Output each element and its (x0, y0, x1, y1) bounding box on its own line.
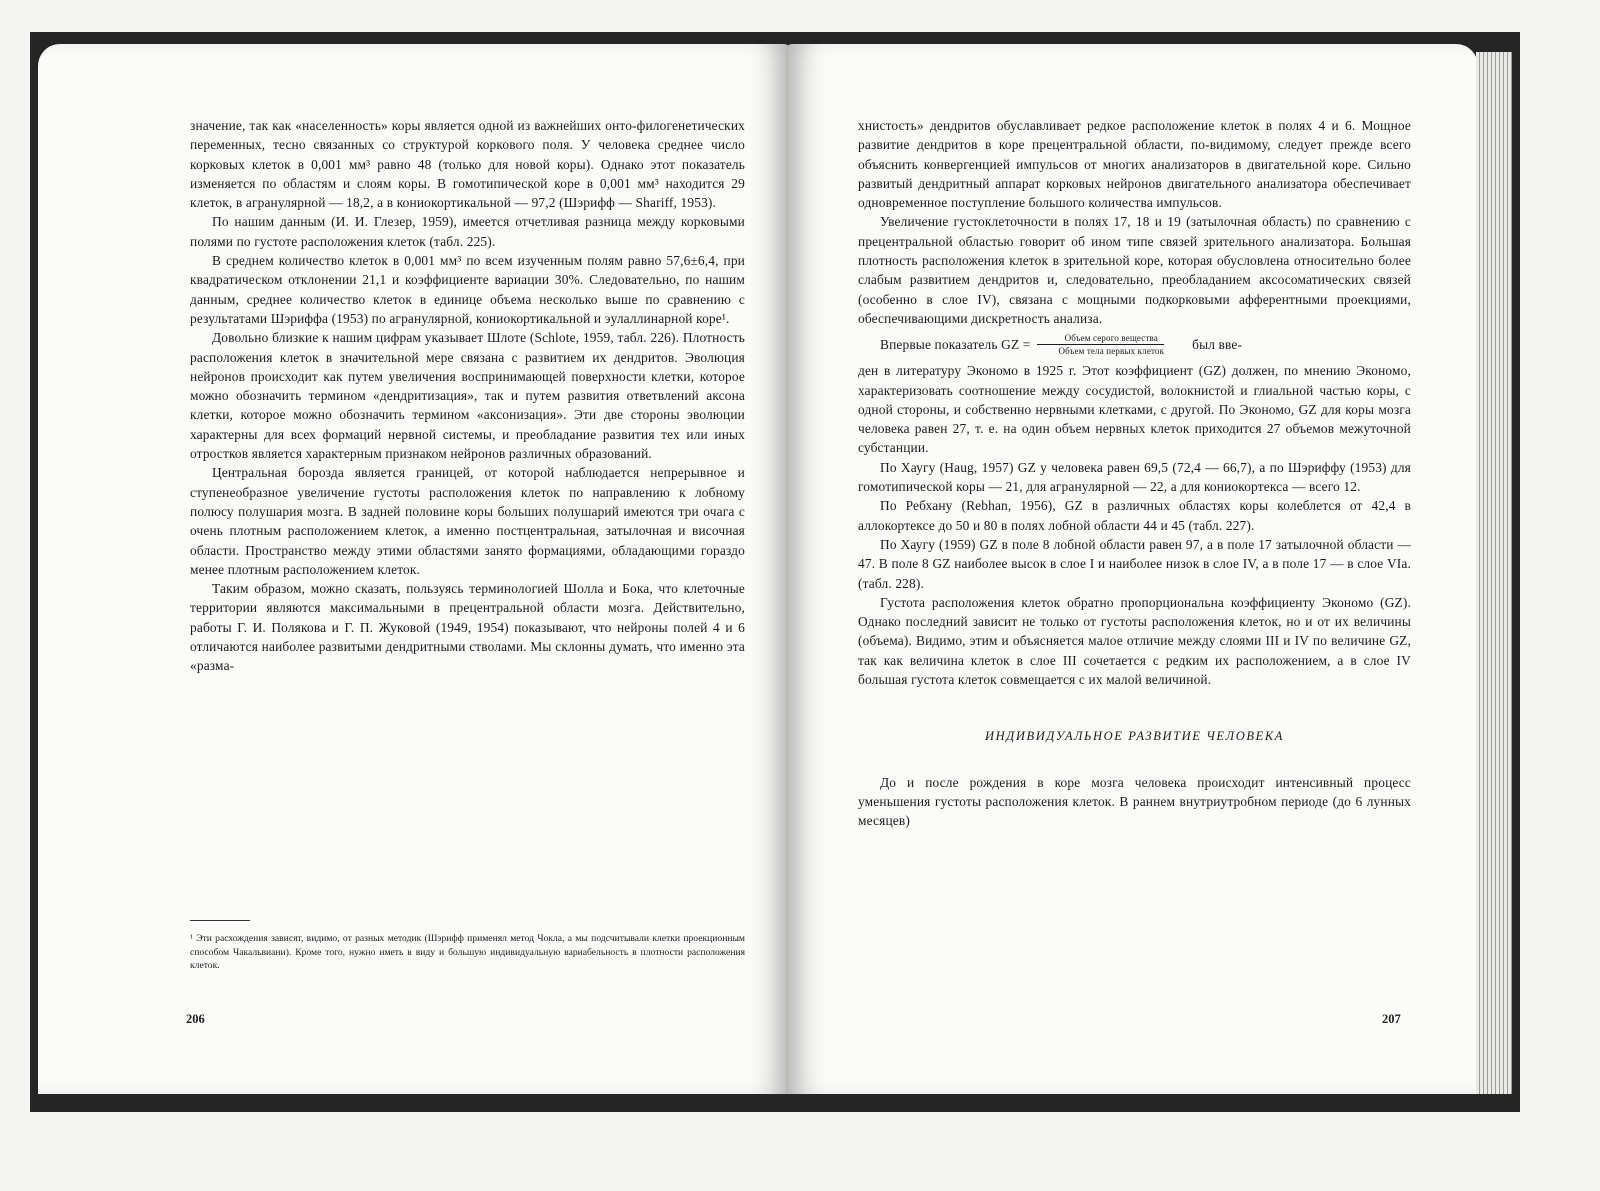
paragraph: До и после рождения в коре мозга человека происходит интенсивный процесс уменьшения густоты расположения клеток. В раннем внутриутробном периоде (до 6 лунных месяцев) (858, 774, 1411, 829)
formula-denominator: Объем тела первых клеток (1058, 346, 1165, 357)
footnote-divider (190, 920, 250, 921)
formula-lead: Впервые показатель GZ = (880, 337, 1031, 353)
page-edges (1476, 52, 1512, 1094)
paragraph: Увеличение густоклеточности в полях 17, 18 и 19 (затылочная область) по сравнению с прецентральной областью говорит об ином типе связей зрительного анализатора. Большая плотность расположения клеток в зрительной коре, которая обусловлена относительно более слабым развитием дендритов и, следовательно, преобладанием аксосоматических связей (особенно в слое IV), связана с мощными подкорковыми афферентными проекциями, обеспечивающими дискретность анализа. (858, 214, 1411, 326)
left-page (38, 44, 790, 1094)
paragraph: хнистость» дендритов обуславливает редкое расположение клеток в полях 4 и 6. Мощное развитие дендритов в коре прецентральной области, по-видимому, следует прежде всего объяснить конвергенцией импульсов от многих анализаторов в двигательной коре. Сильно развитый дендритный аппарат корковых нейронов двигательного анализатора обеспечивает одновременное поступление большого количества импульсов. (858, 118, 1411, 211)
paragraph: Центральная борозда является границей, от которой наблюдается непрерывное и ступенеобразное увеличение густоты расположения клеток по направлению к лобному полюсу полушария мозга. В задней половине коры больших полушарий имеются три очага с очень плотным расположением клеток, а именно постцентральная, затылочная и височная области. Пространство между этими областями занято формациями, обладающими гораздо менее плотным расположением клеток. (190, 465, 745, 577)
page-number-left: 206 (186, 1012, 205, 1026)
paragraph: В среднем количество клеток в 0,001 мм³ по всем изученным полям равно 57,6±6,4, при квадратическом отклонении 21,1 и коэффициенте вариации 30%. Следовательно, по нашим данным, среднее количество клеток в единице объема несколько выше по сравнению с результатами Шэриффа (1953) по агранулярной, кониокортикальной и эулаллинарной коре¹. (190, 253, 745, 326)
gz-formula (858, 332, 1411, 357)
formula-fraction (1036, 332, 1164, 357)
footnote: ¹ Эти расхождения зависят, видимо, от разных методик (Шэрифф применял метод Чокла, а мы подсчитывали клетки проекционным способом Чакальвиани). Кроме того, нужно иметь в виду и большую индивидуальную вариабельность в плотности расположения клеток. (190, 933, 745, 971)
paragraph: По Хаугу (1959) GZ в поле 8 лобной области равен 97, а в поле 17 затылочной области — 47. В поле 8 GZ наиболее высок в слое I и наиболее низок в слое IV, а в поле 17 — в слое VIa. (табл. 228). (858, 536, 1411, 591)
right-text-column (858, 116, 1411, 831)
page-number-right: 207 (1382, 1012, 1401, 1026)
section-heading: ИНДИВИДУАЛЬНОЕ РАЗВИТИЕ ЧЕЛОВЕКА (985, 729, 1284, 744)
paragraph: По нашим данным (И. И. Глезер, 1959), имеется отчетливая разница между корковыми полями по густоте расположения клеток (табл. 225). (190, 214, 745, 249)
paragraph: Густота расположения клеток обратно пропорциональна коэффициенту Экономо (GZ). Однако последний зависит не только от густоты расположения клеток, но и от их величины (объема). Видимо, этим и объясняется малое отличие между слоями III и IV по величине GZ, так как величина клеток в слое III сочетается с редким их расположением, а в слое IV большая густота клеток совмещается с их малой величиной. (858, 594, 1411, 688)
open-book (30, 32, 1520, 1112)
formula-numerator: Объем серого вещества (1037, 332, 1164, 345)
paragraph: Таким образом, можно сказать, пользуясь терминологией Шолла и Бока, что клеточные территории являются максимальными в прецентральной области мозга. Действительно, работы Г. И. Полякова и Г. П. Жуковой (1949, 1954) показывают, что нейроны полей 4 и 6 отличаются наиболее развитыми дендритными стволами. Мы склонны думать, что именно эта «разма- (190, 581, 745, 674)
right-page (786, 44, 1478, 1094)
paragraph: По Хаугу (Haug, 1957) GZ у человека равен 69,5 (72,4 — 66,7), а по Шэриффу (1953) для гомотипической коры — 21, для агранулярной — 22, а для кониокортекса — всего 12. (858, 459, 1411, 495)
paragraph: Довольно близкие к нашим цифрам указывает Шлоте (Schlote, 1959, табл. 226). Плотность расположения клеток в значительной мере связана с развитием их дендритов. Эволюция нейронов происходит как путем увеличения воспринимающей поверхности клетки, которое можно обозначить термином «дендритизация», так и путем развития ответвлений аксона клетки, которое можно обозначить термином «аксонизация». Эти две стороны эволюции характерны для всех формаций нервной системы, и преобладание развития тех или иных отростков является характерным признаком нейронов различных образований. (190, 330, 745, 462)
formula-tail: был вве- (1192, 337, 1243, 353)
left-text-column (190, 116, 745, 676)
paragraph: ден в литературу Экономо в 1925 г. Этот коэффициент (GZ) должен, по мнению Экономо, характеризовать соотношение между сосудистой, волокнистой и глиальной частью коры, с одной стороны, и собственно нервными клетками, с другой. По Экономо, GZ для коры мозга человека равен 27, т. е. на один объем нервных клеток приходится 27 объемов межуточной субстанции. (858, 363, 1411, 456)
paragraph: значение, так как «населенность» коры является одной из важнейших онто-филогенетических переменных, тесно связанных со структурой коркового поля. У человека среднее число корковых клеток в 0,001 мм³ равно 48 (только для новой коры). Однако этот показатель изменяется по областям и слоям коры. В гомотипической коре в 0,001 мм³ находится 29 клеток, в агранулярной — 18,2, а в кониокортикальной — 97,2 (Шэрифф — Shariff, 1953). (190, 118, 745, 211)
paragraph: По Ребхану (Rebhan, 1956), GZ в различных областях коры колеблется от 42,4 в аллокортексе до 50 и 80 в полях лобной области 44 и 45 (табл. 227). (858, 498, 1411, 533)
